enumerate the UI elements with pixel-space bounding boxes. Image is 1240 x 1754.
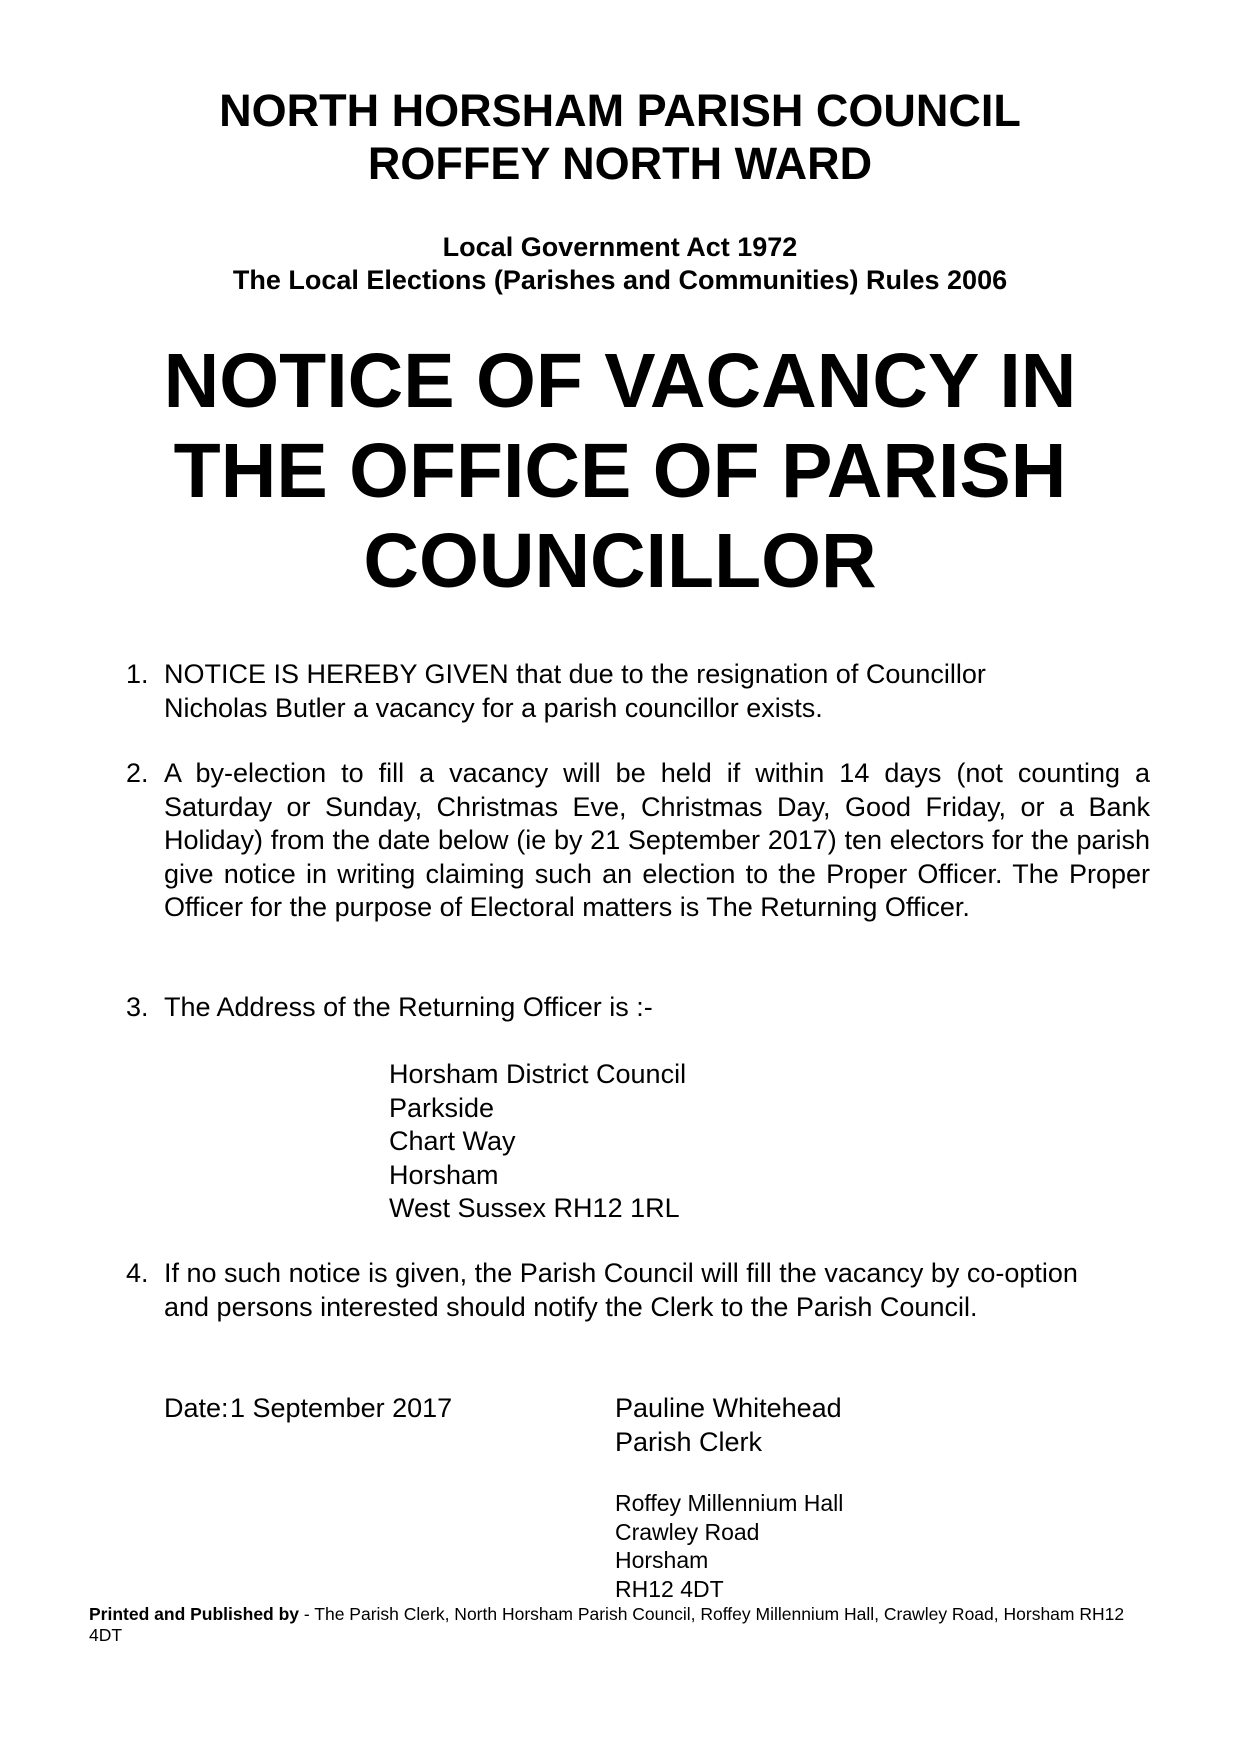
paragraph-text: A by-election to fill a vacancy will be held if within 14 days (not counting a Saturday or Sunday, Christmas Eve, Christmas Day, Good Friday, or a Bank Holiday) from the date below (ie by 21 September 2017) ten electors for the parish give notice in writing claiming such an election to the Proper Officer. The Proper Officer for the purpose of Electoral matters is The Returning Officer. (164, 758, 1150, 922)
date-label: Date: (164, 1393, 229, 1423)
signatory-name: Pauline Whitehead (615, 1393, 842, 1423)
notice-date (164, 1392, 452, 1426)
address-line: RH12 4DT (615, 1575, 724, 1602)
paragraph-number: 1. (126, 659, 149, 689)
headline-line-2: THE OFFICE OF PARISH (173, 428, 1067, 514)
rules-reference: The Local Elections (Parishes and Communities) Rules 2006 (232, 265, 1008, 295)
address-line: Horsham (389, 1159, 499, 1190)
address-line: Chart Way (389, 1126, 516, 1156)
signatory (615, 1392, 842, 1459)
address-line: Roffey Millennium Hall (615, 1490, 844, 1516)
address-line: Horsham (615, 1547, 709, 1573)
paragraph-text: If no such notice is given, the Parish Council will fill the vacancy by co-option and persons interested should notify the Clerk to the Parish Council. (164, 1258, 1078, 1322)
paragraph-number: 4. (126, 1258, 149, 1288)
date-value: 1 September 2017 (230, 1393, 453, 1423)
footer-text: - The Parish Clerk, North Horsham Parish Council, Roffey Millennium Hall, Crawley Road, Horsham RH12 4DT (89, 1604, 1125, 1645)
paragraph-text: The Address of the Returning Officer is :- (164, 992, 653, 1022)
address-line: Horsham District Council (389, 1059, 687, 1089)
address-line: Parkside (389, 1092, 495, 1123)
returning-officer-address (389, 1058, 686, 1226)
paragraph-number: 3. (126, 992, 149, 1022)
council-title (0, 84, 1240, 190)
headline-line-1: NOTICE OF VACANCY IN (163, 338, 1077, 424)
headline-line-3: COUNCILLOR (363, 518, 877, 604)
legislation-references (0, 231, 1240, 297)
ward-name: ROFFEY NORTH WARD (367, 138, 873, 189)
signatory-role: Parish Clerk (615, 1426, 763, 1457)
notice-headline (0, 336, 1240, 606)
act-reference: Local Government Act 1972 (442, 232, 798, 262)
paragraph-text: NOTICE IS HEREBY GIVEN that due to the resignation of Councillor Nicholas Butler a vacancy for a parish councillor exists. (164, 659, 986, 723)
address-line: Crawley Road (615, 1518, 760, 1545)
publisher-footer (89, 1604, 1159, 1646)
clerk-address (615, 1489, 843, 1603)
council-name: NORTH HORSHAM PARISH COUNCIL (219, 85, 1021, 136)
address-line: West Sussex RH12 1RL (389, 1193, 680, 1223)
footer-label: Printed and Published by (89, 1604, 300, 1624)
paragraph-number: 2. (126, 758, 149, 788)
